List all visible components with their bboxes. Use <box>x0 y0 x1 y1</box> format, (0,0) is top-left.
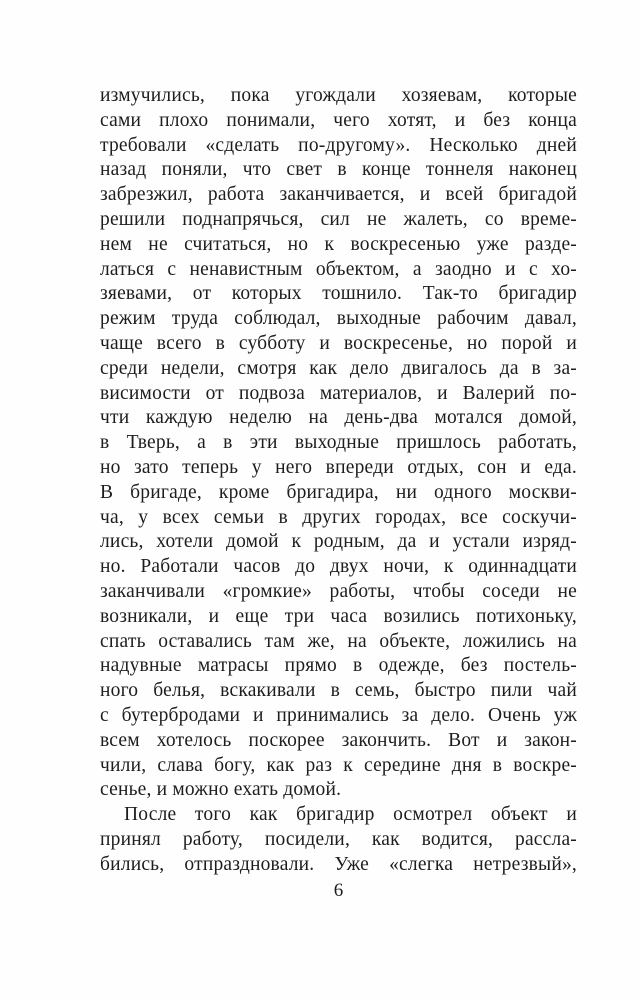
text-line: латься с ненавистным объектом, а заодно и с хо- <box>100 258 577 280</box>
text-line: решили поднапрячься, сил не жалеть, со време- <box>100 208 577 230</box>
text-line: висимости от подвоза материалов, и Валерий по- <box>100 382 577 404</box>
text-line: надувные матрасы прямо в одежде, без постель- <box>100 655 577 677</box>
text-line: нем не считаться, но к воскресенью уже разде- <box>100 233 577 255</box>
text-line: сенье, и можно ехать домой. <box>100 779 342 801</box>
text-line: режим труда соблюдал, выходные рабочим давал, <box>100 308 577 330</box>
text-line: лись, хотели домой к родным, да и устали изряд- <box>100 531 577 553</box>
text-line: ного белья, вскакивали в семь, быстро пили чай <box>100 680 577 702</box>
text-line: но зато теперь у него впереди отдых, сон и еда. <box>100 456 577 478</box>
text-line: В бригаде, кроме бригадира, ни одного москви- <box>100 481 577 503</box>
text-line: всем хотелось поскорее закончить. Вот и закон- <box>100 729 577 751</box>
paragraph <box>100 84 577 803</box>
text-line: спать оставались там же, на объекте, ложились на <box>100 630 577 652</box>
text-line: заканчивали «громкие» работы, чтобы соседи не <box>100 580 577 602</box>
body-text <box>100 84 577 878</box>
text-line: забрезжил, работа заканчивается, и всей бригадой <box>100 184 577 206</box>
text-line: сами плохо понимали, чего хотят, и без конца <box>100 109 577 131</box>
text-line: назад поняли, что свет в конце тоннеля наконец <box>100 159 577 181</box>
text-line: но. Работали часов до двух ночи, к одиннадцати <box>100 556 577 578</box>
text-line: принял работу, посидели, как водится, рассла- <box>100 828 577 850</box>
text-line: чаще всего в субботу и воскресенье, но порой и <box>100 332 577 354</box>
text-line: зяевами, от которых тошнило. Так-то бригадир <box>100 283 577 305</box>
text-line: требовали «сделать по-другому». Несколько дней <box>100 134 577 156</box>
text-line: с бутербродами и принимались за дело. Очень уж <box>100 704 577 726</box>
text-line: бились, отпраздновали. Уже «слегка нетрезвый», <box>100 853 577 875</box>
text-line: возникали, и еще три часа возились потихоньку, <box>100 605 577 627</box>
text-line: чили, слава богу, как раз к середине дня в воскре- <box>100 754 577 776</box>
text-line: После того как бригадир осмотрел объект и <box>124 804 577 826</box>
text-line: ча, у всех семьи в других городах, все соскучи- <box>100 506 577 528</box>
text-line: среди недели, смотря как дело двигалось да в за- <box>100 357 577 379</box>
paragraph <box>100 803 577 877</box>
text-line: в Тверь, а в эти выходные пришлось работать, <box>100 432 577 454</box>
page-number: 6 <box>333 880 344 901</box>
text-line: чти каждую неделю на день-два мотался домой, <box>100 407 577 429</box>
text-line: измучились, пока угождали хозяевам, которые <box>100 85 577 106</box>
